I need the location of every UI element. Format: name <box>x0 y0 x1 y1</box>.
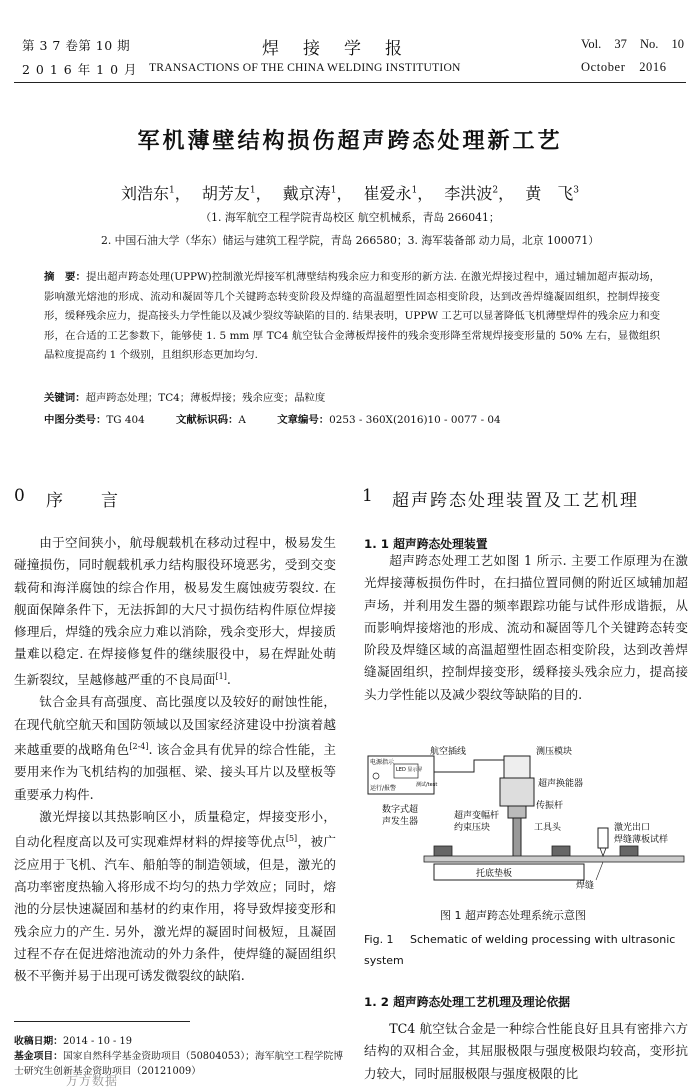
author: 崔爱永$^1$ <box>363 184 418 203</box>
abstract-text: 提出超声跨态处理(UPPW)控制激光焊接军机薄壁结构残余应力和变形的新方法. 在激光焊接过程中，通过辅加超声振动场，影响激光熔池的形成、流动和凝固等几个关键跨态转变阶段及焊缝的高温超塑性固态相变阶段，达到改善焊缝凝固组织，控制焊接变形，缓释残余应力，提高接头力学性能以及减少裂纹等缺陷的目的. 结果表明，UPPW 工艺可以显著降低飞机薄壁焊件的残余应力和变形，在合适的工艺参数下，能够使 1. 5 mm 厚 TC4 航空钛合金薄板焊接件的残余变形降至常规焊接变形量的 50% 左右，显微组织晶粒度提高约 1 个级别，且组织形态更加均匀. <box>44 271 660 362</box>
journal-title-en: TRANSACTIONS OF THE CHINA WELDING INSTITUTION <box>149 61 461 74</box>
paragraph-text: . 该合金具有优异的综合性能，主要用来作为飞机结构的加强框、梁、接头耳片以及壁板等重要承力构件. <box>14 742 337 802</box>
article-id-label: 文章编号： <box>277 414 330 426</box>
funding <box>14 1049 344 1079</box>
label-weld-seam: 焊缝 <box>576 881 595 891</box>
header-month-en: October <box>581 60 626 74</box>
abstract-label: 摘 要： <box>44 271 87 283</box>
received-value: 2014 - 10 - 19 <box>62 1036 132 1047</box>
clamp-block-left <box>434 846 452 856</box>
section-1-title: 超声跨态处理装置及工艺机理 <box>392 491 639 511</box>
header-year-en: 2016 <box>639 60 667 74</box>
figure-caption-en-label: Fig. 1 <box>364 933 394 946</box>
keywords-text: 超声跨态处理；TC4；薄板焊接；残余应变；晶粒度 <box>85 392 326 404</box>
pressure-module <box>504 756 530 778</box>
author-affiliation-mark: 3 <box>573 185 579 196</box>
paper-title: 军机薄壁结构损伤超声跨态处理新工艺 <box>137 129 563 154</box>
label-led: LED 显示屏 <box>396 767 423 773</box>
label-weld-specimen: 焊缝薄板试样 <box>614 835 669 845</box>
citation: [2-4] <box>129 741 149 751</box>
author: 李洪波$^2$ <box>444 184 499 203</box>
article-id-value: 0253 - 360X(2016)10 - 0077 - 04 <box>329 414 501 426</box>
transducer-body <box>500 778 534 806</box>
keywords <box>44 389 660 404</box>
label-vibrating-rod: 传振杆 <box>536 801 564 811</box>
affiliation-line-1: （1. 海军航空工程学院青岛校区 航空机械系，青岛 266041； <box>200 211 500 224</box>
vibrating-rod <box>513 818 521 858</box>
label-aviation-plug: 航空插线 <box>430 747 467 757</box>
paragraph <box>14 691 336 806</box>
label-generator-2: 声发生器 <box>382 817 419 827</box>
section-0-title: 序言 <box>46 491 156 511</box>
author-affiliation-mark: 1 <box>330 185 337 196</box>
indicator-light <box>373 773 379 779</box>
label-support-pad: 托底垫板 <box>476 869 513 879</box>
paragraph-text: ，被广泛应用于飞机、汽车、船舶等的制造领域，但是，激光的高功率密度热输入将形成不均匀的热力学效应；同时，熔池的分层快速凝固和基材的约束作用，将导致焊接变形和残余应力的产生. 另外，激光焊的凝固时间极短，且凝固过程不存在促进熔池流动的外力条件，使焊缝的凝固组织极不平衡并易于出现可诱发微裂纹的缺陷. <box>14 834 337 984</box>
label-transducer: 超声换能器 <box>538 779 584 789</box>
paragraph-text: 激光焊接以其热影响区小，质量稳定，焊接变形小，自动化程度高以及可实现难焊材料的焊接等优点 <box>14 808 336 850</box>
author: 黄 飞$^3$ <box>525 184 579 203</box>
author: 戴京涛$^1$ <box>282 184 337 203</box>
subsection-1-1-title: 1. 1 超声跨态处理装置 <box>364 537 488 551</box>
author: 刘浩东$^1$ <box>121 184 175 203</box>
label-pressure-module: 测压模块 <box>536 747 573 757</box>
header-vol-en: Vol. 37 <box>581 37 627 51</box>
label-generator-1: 数字式超 <box>382 805 419 815</box>
clc-label: 中图分类号： <box>44 414 107 426</box>
header-date-en <box>581 60 667 75</box>
fund-label: 基金项目： <box>14 1051 63 1062</box>
header-rule <box>14 82 686 83</box>
figure-caption-en <box>364 929 690 971</box>
left-column-body <box>14 532 336 988</box>
subsection-1-2-title: 1. 2 超声跨态处理工艺机理及理论依据 <box>364 995 571 1009</box>
clamp-block-right <box>620 846 638 856</box>
received-label: 收稿日期： <box>14 1036 63 1047</box>
footnote-rule <box>14 1021 190 1022</box>
specimen-plate <box>424 856 684 862</box>
header-volume-issue-cn: 第 3 7 卷第 10 期 <box>22 38 131 53</box>
label-laser-outlet: 激光出口 <box>614 823 651 833</box>
figure-caption-cn: 图 1 超声跨态处理系统示意图 <box>440 909 586 922</box>
figure-1-schematic <box>364 742 688 892</box>
subsection-1-2-body <box>364 1018 688 1085</box>
author: 胡芳友$^1$ <box>201 184 256 203</box>
figure-caption-en-text: Schematic of welding processing with ultrasonic system <box>364 933 676 967</box>
laser-head <box>598 828 608 848</box>
laser-beam <box>600 848 606 856</box>
section-1-number: 1 <box>362 486 373 506</box>
citation: [1] <box>215 671 227 681</box>
received-date <box>14 1033 132 1047</box>
citation: [5] <box>285 834 298 844</box>
label-power-indicator: 电源指示 <box>370 759 395 766</box>
author-affiliation-mark: 2 <box>492 185 499 196</box>
header-no-en: No. 10 <box>640 37 685 51</box>
header-volume-issue-en <box>581 37 684 52</box>
horn <box>508 806 526 818</box>
paragraph: TC4 航空钛合金是一种综合性能良好且具有密排六方结构的双相合金，其屈服极限与强度极限均较高，变形抗力较大，同时屈服极限与强度极限的比 <box>364 1021 688 1081</box>
author-list: 刘浩东$^1$， 胡芳友$^1$， 戴京涛$^1$， 崔爱永$^1$， 李洪波$^2$， 黄 飞$^3$ <box>121 184 579 203</box>
paragraph: 由于空间狭小，航母舰载机在移动过程中，极易发生碰撞损伤，同时舰载机承力结构服役环境恶劣，受到交变载荷和海洋腐蚀的综合作用，极易发生腐蚀疲劳裂纹. 在舰面保障条件下，无法拆卸的大尺寸损伤结构件原位焊接修理后，焊缝的残余应力难以消除，残余变形大，焊接质量难以稳定. 在焊接修复件的继续服役中，易在焊趾处萌生新裂纹，呈越修越严重的不良局面[1]. <box>14 535 336 687</box>
affiliation-line-2: 2. 中国石油大学（华东）储运与建筑工程学院，青岛 266580；3. 海军装备部 动力局，北京 100071） <box>100 234 600 247</box>
clamp-block-mid <box>552 846 570 856</box>
label-run-alarm: 运行/报警 <box>370 785 397 792</box>
fund-value: 国家自然科学基金资助项目（50804053）；海军航空工程学院博士研究生创新基金资助项目（20121009） <box>14 1051 344 1077</box>
journal-title-cn: 焊接学报 <box>262 39 426 59</box>
author-affiliation-mark: 1 <box>169 185 175 196</box>
header-date-cn: 2 0 1 6 年 1 0 月 <box>22 62 138 77</box>
paragraph-text: 钛合金具有高强度、高比强度以及较好的耐蚀性能，在现代航空航天和国防领域以及国家经济建设中扮演着越来越重要的战略角色 <box>14 694 336 758</box>
clc-value: TG 404 <box>106 414 145 426</box>
label-test: 测试/test <box>416 782 438 788</box>
section-0-number: 0 <box>14 486 25 506</box>
paragraph: 超声跨态处理工艺如图 1 所示. 主要工作原理为在激光焊接薄板损伤件时，在扫描位置同侧的附近区域辅加超声场，并利用发生器的频率跟踪功能与试件形成谐振，从而影响焊接熔池的形成、流动和凝固等几个关键跨态转变阶段及焊缝区域的高温超塑性固态相变阶段，达到改善焊缝凝固组织，控制焊接变形，缓释接头残余应力，提高接头力学性能以及减少裂纹等缺陷的目的. <box>364 553 688 702</box>
label-tool-head: 工具头 <box>534 823 562 833</box>
doc-code-value: A <box>238 414 246 426</box>
abstract <box>44 268 660 366</box>
paragraph <box>14 806 336 988</box>
classification-line <box>44 411 660 426</box>
keywords-label: 关键词： <box>44 392 86 404</box>
author-affiliation-mark: 1 <box>411 185 418 196</box>
author-affiliation-mark: 1 <box>249 185 256 196</box>
doc-code-label: 文献标识码： <box>176 414 239 426</box>
subsection-1-1-body <box>364 550 688 706</box>
label-clamp-block: 约束压块 <box>454 823 491 833</box>
paragraph-text: 由于空间狭小，航母舰载机在移动过程中，极易发生碰撞损伤，同时舰载机承力结构服役环境恶劣，受到交变载荷和海洋腐蚀的综合作用，极易发生腐蚀疲劳裂纹. 在舰面保障条件下，无法拆卸的大尺寸损伤结构件原位焊接修理后，焊缝的残余应力难以消除，残余变形大，焊接质量难以稳定. 在焊接修复件的继续服役中，易在焊趾处萌生新裂纹，呈越修越严重的不良局面 <box>14 535 336 687</box>
watermark: 万方数据 <box>66 1074 119 1088</box>
label-horn: 超声变幅杆 <box>454 811 500 821</box>
leader-weld-seam <box>596 862 603 880</box>
